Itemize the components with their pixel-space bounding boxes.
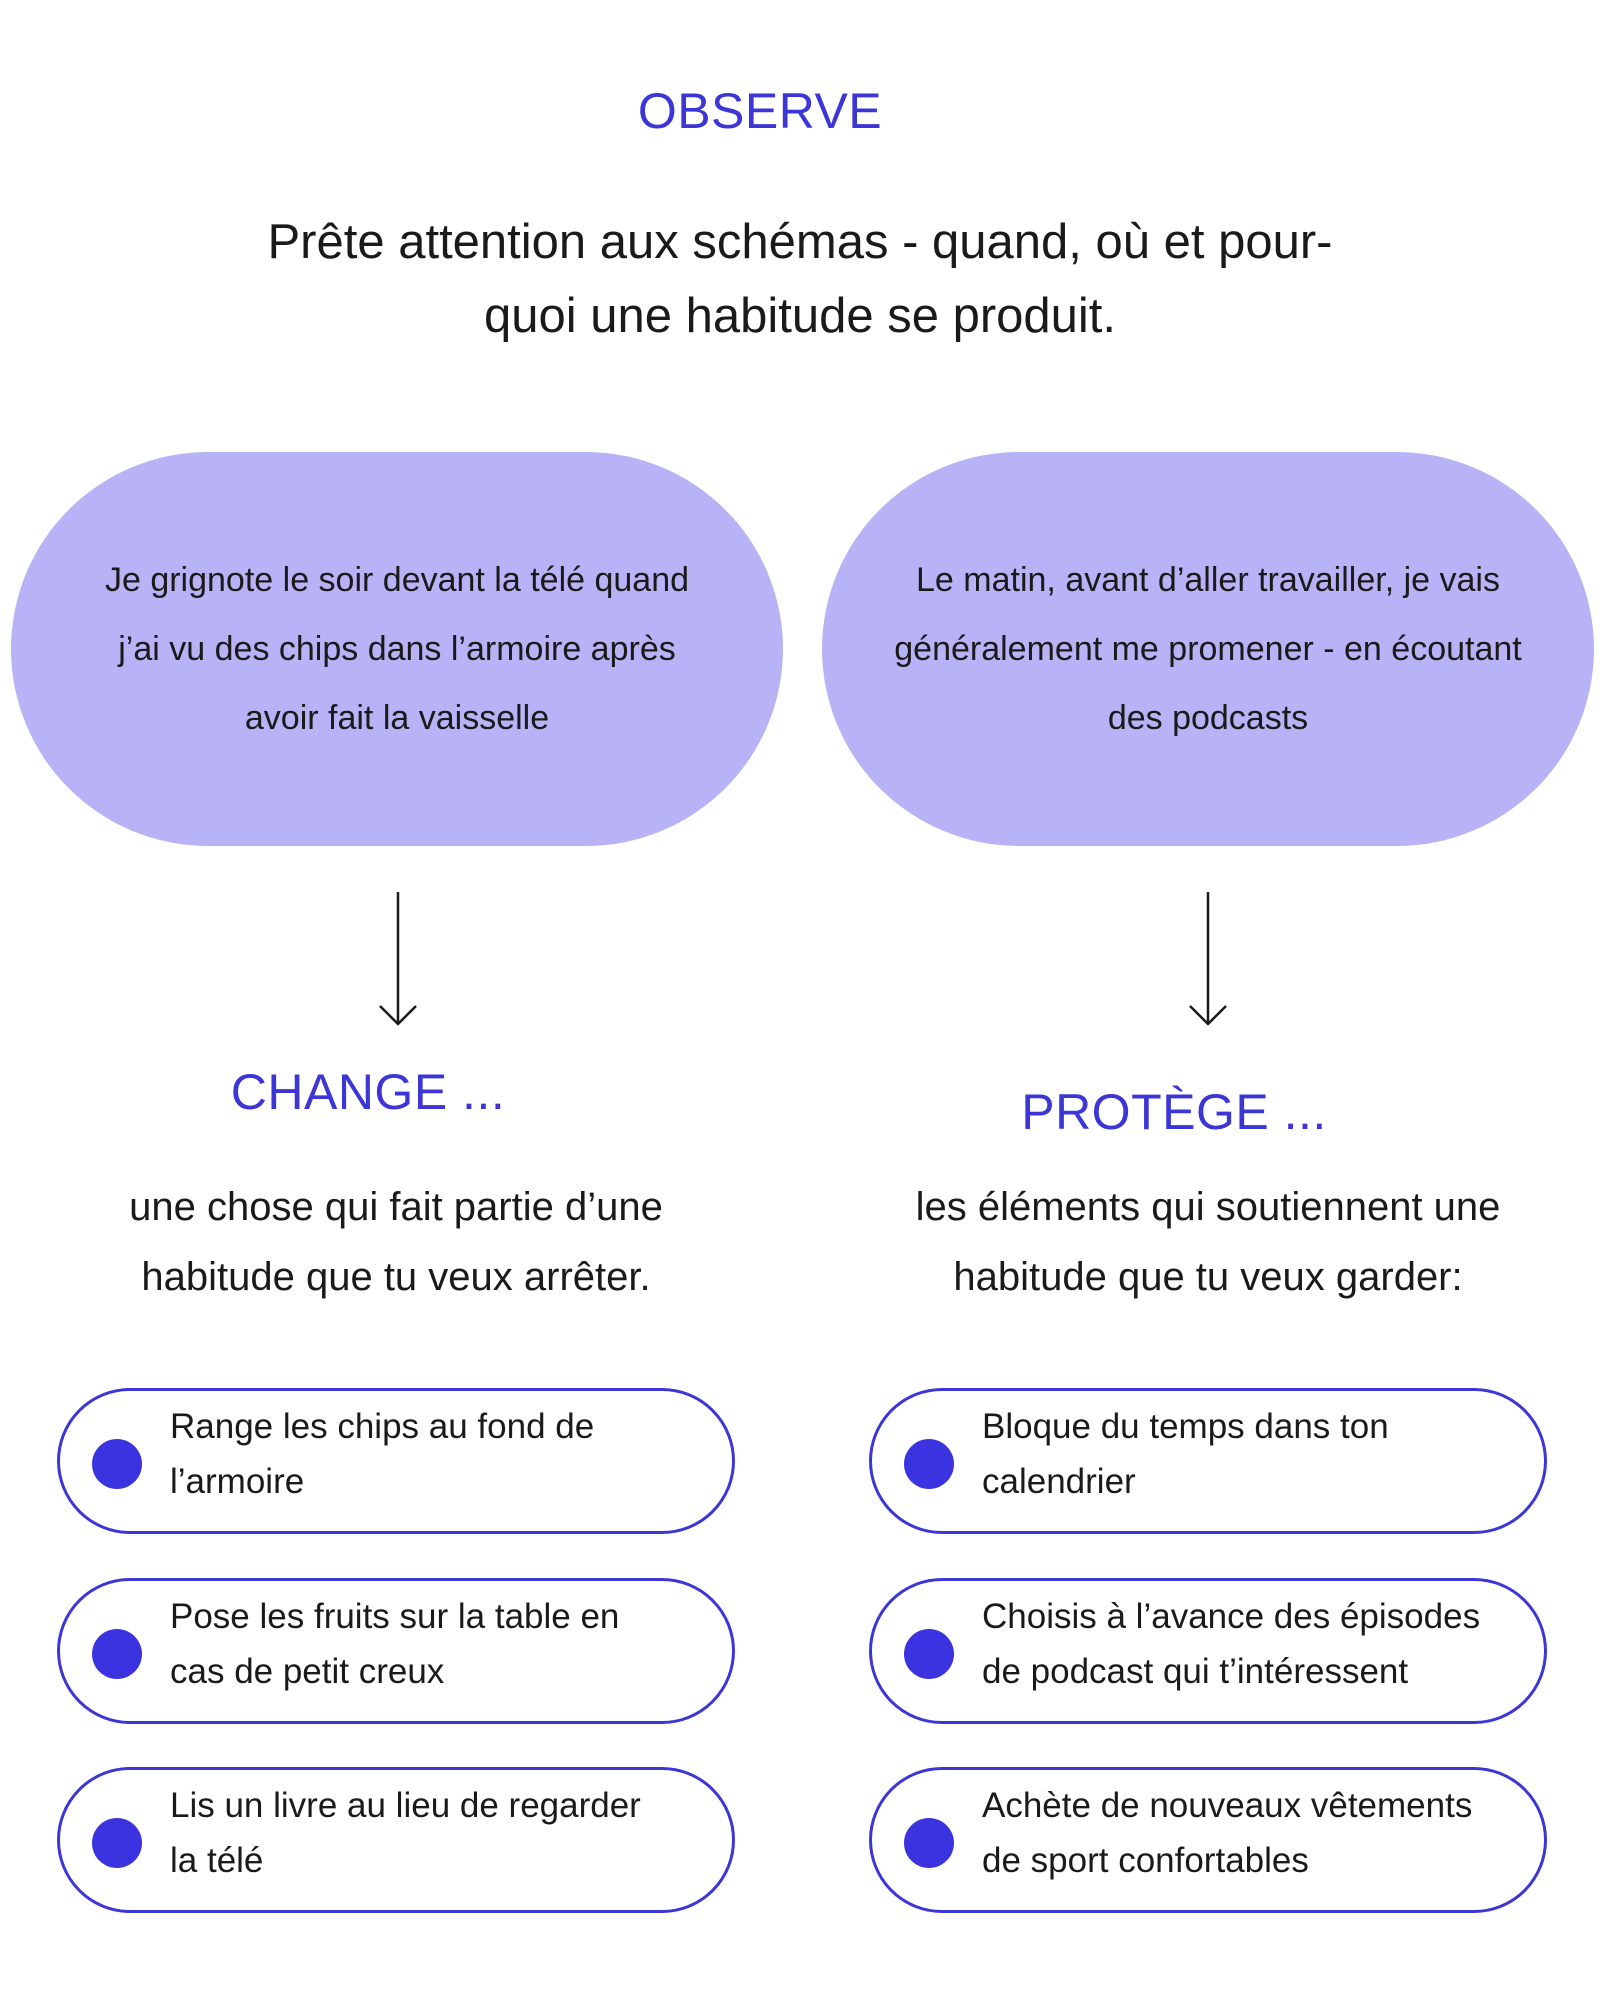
bullet-dot-icon bbox=[92, 1439, 142, 1489]
list-item: Bloque du temps dans ton calendrier bbox=[869, 1388, 1547, 1534]
down-arrow-icon bbox=[378, 890, 418, 1030]
intro-text: Prête attention aux schémas - quand, où et pour- quoi une habitude se produit. bbox=[267, 215, 1333, 343]
list-item: Range les chips au fond de l’armoire bbox=[57, 1388, 735, 1534]
example-text-right: Le matin, avant d’aller travailler, je vais généralement me promener - en écoutant des podcasts bbox=[894, 560, 1522, 737]
bullet-dot-icon bbox=[92, 1629, 142, 1679]
example-pill-right bbox=[822, 452, 1594, 846]
bullet-dot-icon bbox=[92, 1818, 142, 1868]
protect-heading: PROTÈGE ... bbox=[1021, 1084, 1327, 1140]
list-item: Pose les fruits sur la table en cas de petit creux bbox=[57, 1578, 735, 1724]
down-arrow-icon bbox=[1188, 890, 1228, 1030]
bullet-dot-icon bbox=[904, 1629, 954, 1679]
example-pill-left bbox=[11, 452, 783, 846]
change-description: une chose qui fait partie d’une habitude que tu veux arrêter. bbox=[129, 1185, 663, 1299]
change-heading: CHANGE ... bbox=[230, 1064, 506, 1120]
protect-description: les éléments qui soutiennent une habitude que tu veux garder: bbox=[915, 1185, 1501, 1299]
list-item: Achète de nouveaux vêtements de sport confortables bbox=[869, 1767, 1547, 1913]
bullet-dot-icon bbox=[904, 1439, 954, 1489]
example-text-left: Je grignote le soir devant la télé quand j’ai vu des chips dans l’armoire après avoir fait la vaisselle bbox=[104, 560, 690, 737]
bullet-dot-icon bbox=[904, 1818, 954, 1868]
list-item: Choisis à l’avance des épisodes de podcast qui t’intéressent bbox=[869, 1578, 1547, 1724]
list-item: Lis un livre au lieu de regarder la télé bbox=[57, 1767, 735, 1913]
page-title: OBSERVE bbox=[637, 83, 883, 139]
